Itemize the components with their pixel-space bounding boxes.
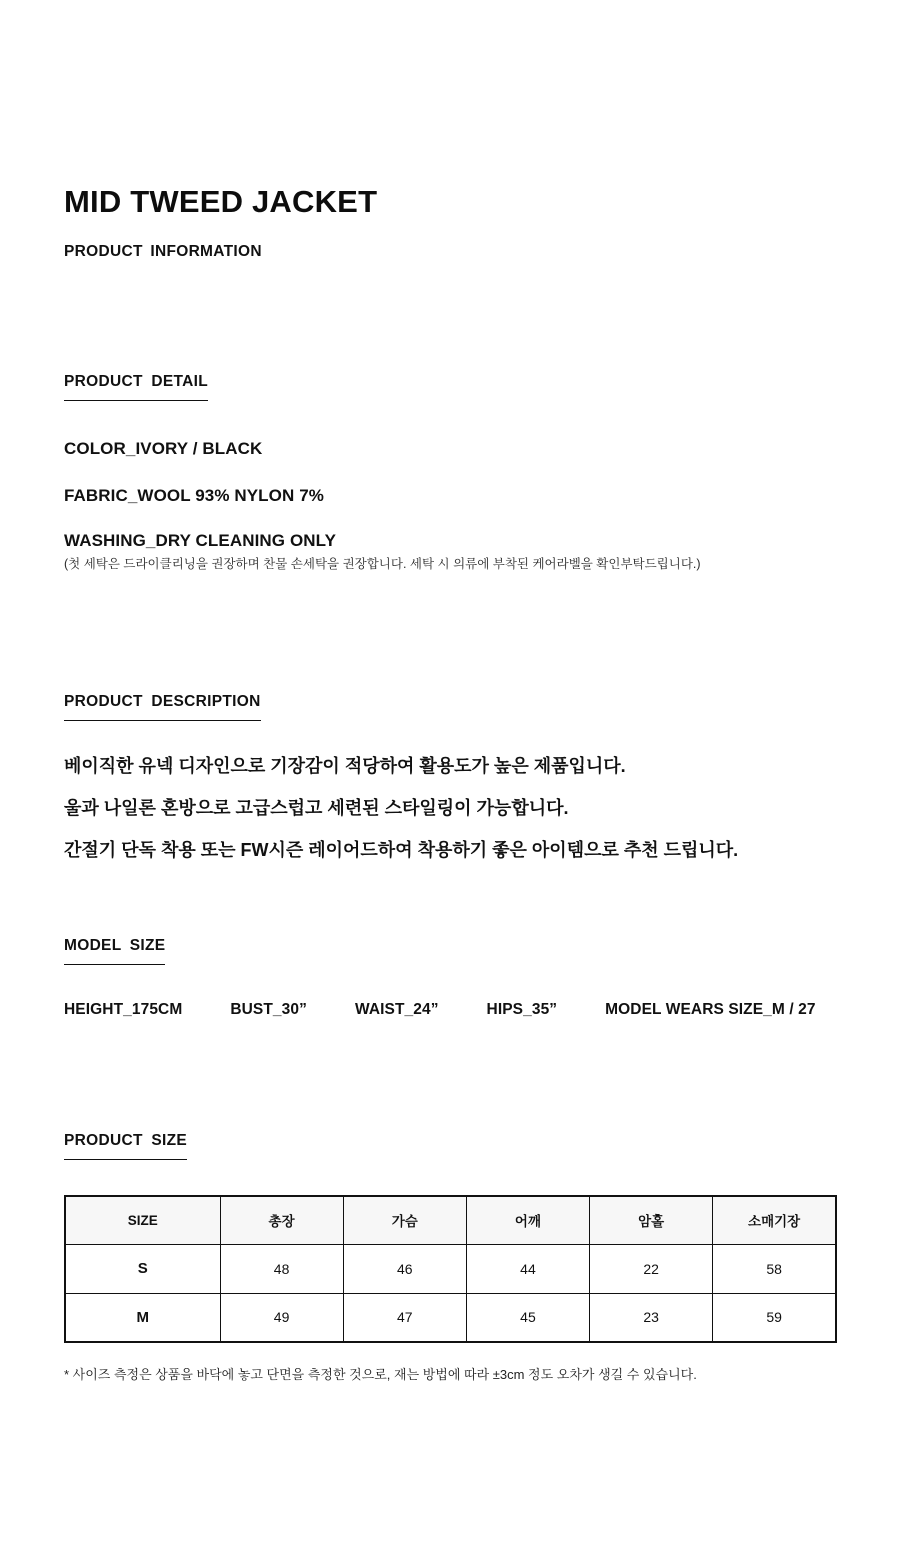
washing-detail-line: WASHING_DRY CLEANING ONLY [64, 531, 337, 550]
fabric-detail-line: FABRIC_WOOL 93% NYLON 7% [64, 486, 324, 505]
sleeve-length-column-header: 소매기장 [713, 1196, 836, 1244]
description-line: 베이직한 유넥 디자인으로 기장감이 적당하여 활용도가 높은 제품입니다. [64, 756, 626, 776]
table-cell: 45 [466, 1293, 589, 1342]
product-detail-heading: PRODUCT DETAIL [64, 373, 208, 401]
model-waist-spec: WAIST_24” [354, 1001, 439, 1018]
model-height-spec: HEIGHT_175CM [64, 1001, 183, 1018]
total-length-column-header: 총장 [220, 1196, 343, 1244]
description-line: 간절기 단독 착용 또는 FW시즌 레이어드하여 착용하기 좋은 아이템으로 추천 드립니다. [64, 840, 739, 860]
model-bust-spec: BUST_30” [230, 1001, 307, 1018]
table-cell: 48 [220, 1244, 343, 1293]
size-table [64, 1195, 837, 1343]
model-size-heading: MODEL SIZE [64, 937, 165, 965]
description-line: 울과 나일론 혼방으로 고급스럽고 세련된 스타일링이 가능합니다. [64, 798, 569, 818]
table-cell: 46 [343, 1244, 466, 1293]
page-title: MID TWEED JACKET [64, 184, 378, 219]
size-table-header-row [65, 1196, 836, 1244]
table-cell: 22 [590, 1244, 713, 1293]
washing-note: (첫 세탁은 드라이클리닝을 권장하며 찬물 손세탁을 권장합니다. 세탁 시 의류에 부착된 케어라벨을 확인부탁드립니다.) [64, 557, 701, 571]
model-specs-row [64, 1001, 836, 1019]
model-wears-spec: MODEL WEARS SIZE_M / 27 [605, 1001, 816, 1018]
armhole-column-header: 암홀 [590, 1196, 713, 1244]
table-row-size-s [65, 1244, 836, 1293]
product-information-label: PRODUCT INFORMATION [64, 243, 262, 260]
table-cell: 58 [713, 1244, 836, 1293]
model-hips-spec: HIPS_35” [486, 1001, 558, 1018]
table-cell: 47 [343, 1293, 466, 1342]
size-s-label: S [65, 1244, 220, 1293]
table-row-size-m [65, 1293, 836, 1342]
size-m-label: M [65, 1293, 220, 1342]
size-column-header: SIZE [65, 1196, 220, 1244]
table-cell: 23 [590, 1293, 713, 1342]
chest-column-header: 가슴 [343, 1196, 466, 1244]
table-cell: 59 [713, 1293, 836, 1342]
shoulder-column-header: 어깨 [466, 1196, 589, 1244]
size-measurement-footnote: * 사이즈 측정은 상품을 바닥에 놓고 단면을 측정한 것으로, 재는 방법에 따라 ±3cm 정도 오차가 생길 수 있습니다. [64, 1367, 697, 1382]
table-cell: 44 [466, 1244, 589, 1293]
color-detail-line: COLOR_IVORY / BLACK [64, 439, 263, 458]
product-description-heading: PRODUCT DESCRIPTION [64, 693, 261, 721]
product-size-heading: PRODUCT SIZE [64, 1132, 187, 1160]
table-cell: 49 [220, 1293, 343, 1342]
